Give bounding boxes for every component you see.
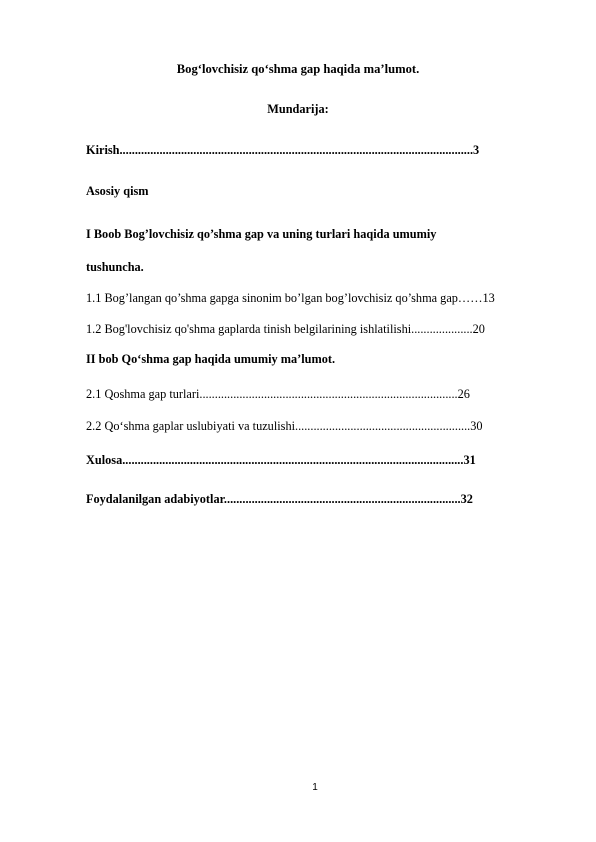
toc-entry-asosiy-qism: Asosiy qism xyxy=(86,184,149,198)
document-title: Bog‘lovchisiz qo‘shma gap haqida ma’lumot. xyxy=(176,62,420,76)
toc-heading: Mundarija: xyxy=(267,102,329,116)
toc-entry-chapter-1-cont: tushuncha. xyxy=(86,260,144,274)
toc-entry-kirish: Kirish...................................................................................................................3 xyxy=(86,143,480,157)
toc-entry-2-2: 2.2 Qo‘shma gaplar uslubiyati va tuzulishi.........................................................30 xyxy=(86,419,483,433)
toc-entry-chapter-2: II bob Qo‘shma gap haqida umumiy ma’lumot. xyxy=(86,352,336,366)
toc-entry-adabiyotlar: Foydalanilgan adabiyotlar.............................................................................32 xyxy=(86,492,473,506)
toc-entry-2-1: 2.1 Qoshma gap turlari....................................................................................26 xyxy=(86,387,470,401)
toc-entry-chapter-1: I Boob Bog’lovchisiz qo’shma gap va uning turlari haqida umumiy xyxy=(86,227,437,241)
toc-entry-1-2: 1.2 Bog'lovchisiz qo'shma gaplarda tinish belgilarining ishlatilishi....................20 xyxy=(86,322,485,336)
toc-entry-1-1: 1.1 Bog’langan qo’shma gapga sinonim bo’lgan bog’lovchisiz qo’shma gap……13 xyxy=(86,291,495,305)
toc-entry-xulosa: Xulosa...............................................................................................................31 xyxy=(86,453,476,467)
page-number: 1 xyxy=(312,782,318,793)
